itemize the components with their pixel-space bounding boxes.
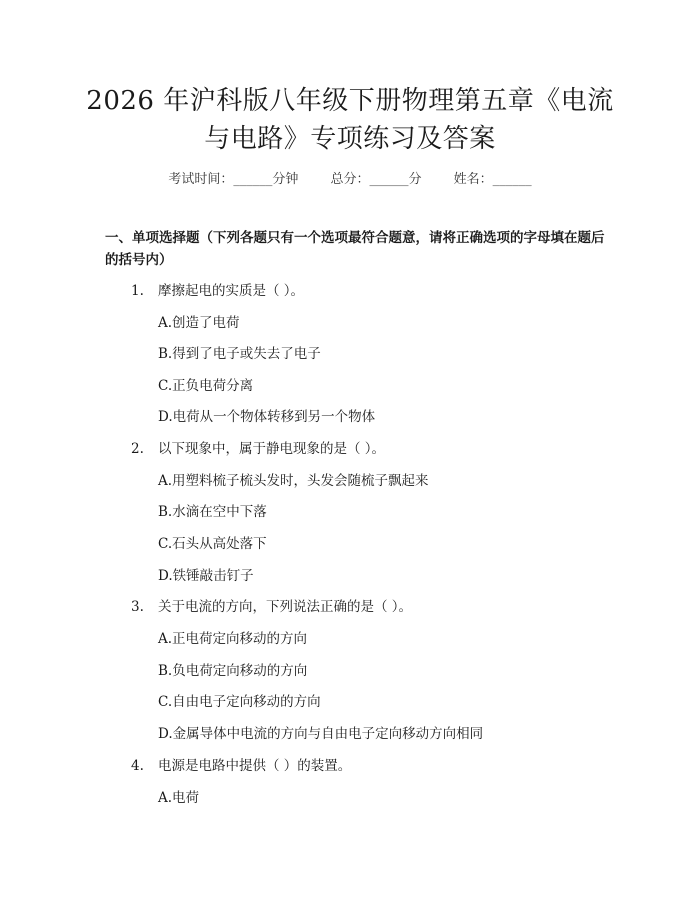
question-1-option-a: A.创造了电荷 (158, 315, 240, 331)
question-3-option-b: B.负电荷定向移动的方向 (158, 663, 308, 679)
question-3-option-a: A.正电荷定向移动的方向 (158, 631, 308, 647)
question-text: 以下现象中，属于静电现象的是（ ）。 (158, 441, 386, 457)
question-3 (131, 597, 412, 617)
question-number: 2. (131, 441, 144, 457)
question-1-option-d: D.电荷从一个物体转移到另一个物体 (158, 409, 376, 425)
section-heading: 一、单项选择题（下列各题只有一个选项最符合题意，请将正确选项的字母填在题后的括号内） (105, 230, 605, 268)
question-2-option-b: B.水滴在空中下落 (158, 504, 267, 520)
question-text: 摩擦起电的实质是（ ）。 (158, 283, 305, 299)
question-2-option-a: A.用塑料梳子梳头发时，头发会随梳子飘起来 (158, 473, 429, 489)
question-text: 电源是电路中提供（ ）的装置。 (158, 758, 352, 774)
question-number: 3. (131, 599, 144, 615)
exam-score: 总分：______分 (330, 172, 422, 187)
question-4 (131, 756, 351, 776)
exam-time: 考试时间：______分钟 (168, 172, 299, 187)
exam-name: 姓名：______ (453, 172, 532, 187)
question-3-option-c: C.自由电子定向移动的方向 (158, 694, 321, 710)
document-title (60, 82, 640, 158)
title-line-1: 2026 年沪科版八年级下册物理第五章《电流 (86, 86, 614, 116)
question-number: 1. (131, 283, 144, 299)
title-line-2: 与电路》专项练习及答案 (204, 124, 496, 154)
question-3-option-d: D.金属导体中电流的方向与自由电子定向移动方向相同 (158, 726, 484, 742)
question-number: 4. (131, 758, 144, 774)
question-2-option-d: D.铁锤敲击钉子 (158, 568, 254, 584)
question-1 (131, 281, 304, 301)
exam-meta (0, 168, 700, 187)
question-2-option-c: C.石头从高处落下 (158, 536, 267, 552)
question-2 (131, 439, 385, 459)
question-1-option-b: B.得到了电子或失去了电子 (158, 346, 321, 362)
question-4-option-a: A.电荷 (158, 790, 200, 806)
question-1-option-c: C.正负电荷分离 (158, 378, 254, 394)
question-text: 关于电流的方向，下列说法正确的是（ ）。 (158, 599, 413, 615)
